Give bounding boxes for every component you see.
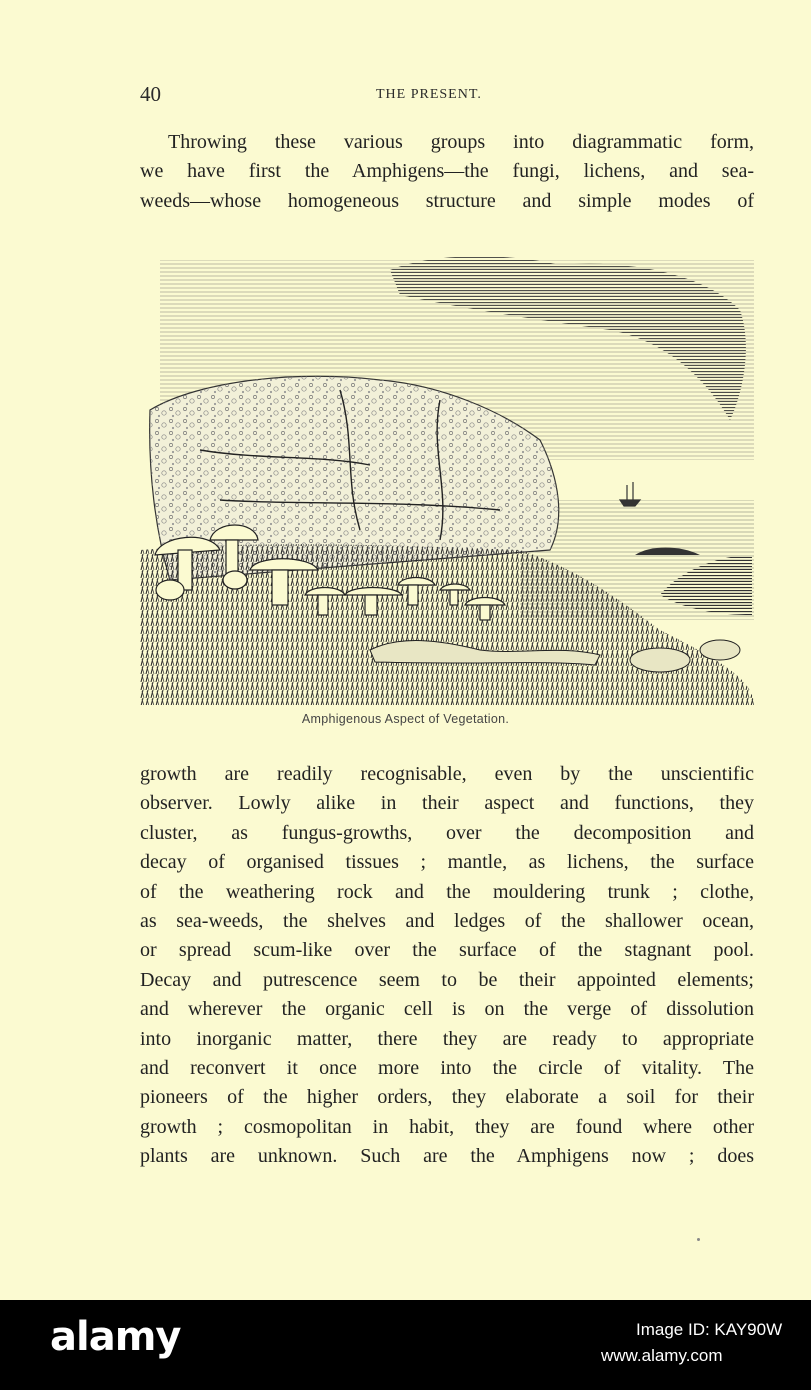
figure-caption: Amphigenous Aspect of Vegetation. [301, 712, 510, 726]
text-line: and reconvert it once more into the circle of vitality. The [140, 1057, 754, 1080]
paragraph-intro [140, 128, 754, 216]
text-line: growth are readily recognisable, even by the unscientific [140, 763, 754, 785]
watermark-bar [0, 1300, 811, 1390]
text-line: pioneers of the higher orders, they elaborate a soil for their [140, 1086, 754, 1109]
text-line: we have first the Amphigens—the fungi, lichens, and sea- [140, 160, 754, 183]
paragraph-body [140, 760, 754, 1172]
ink-speck [697, 1238, 700, 1241]
text-line: as sea-weeds, the shelves and ledges of the shallower ocean, [140, 910, 754, 933]
text-line: and wherever the organic cell is on the verge of dissolution [140, 998, 754, 1021]
text-line: observer. Lowly alike in their aspect and functions, they [140, 792, 754, 815]
engraving-illustration [140, 250, 754, 705]
text-line: growth ; cosmopolitan in habit, they are found where other [140, 1115, 754, 1138]
text-line: decay of organised tissues ; mantle, as lichens, the surface [140, 851, 754, 874]
text-line: Throwing these various groups into diagrammatic form, [168, 131, 754, 153]
site-url-text: www.alamy.com [601, 1346, 723, 1365]
text-line: plants are unknown. Such are the Amphigens now ; does [140, 1145, 754, 1168]
page-number: 40 [140, 82, 161, 106]
text-line: cluster, as fungus-growths, over the decomposition and [140, 821, 754, 844]
text-line: into inorganic matter, there they are ready to appropriate [140, 1027, 754, 1050]
ship-shape [620, 482, 640, 506]
text-line: or spread scum-like over the surface of the stagnant pool. [140, 939, 754, 962]
text-line: Decay and putrescence seem to be their appointed elements; [140, 968, 754, 991]
text-line: weeds—whose homogeneous structure and simple modes of [140, 189, 754, 212]
page-header [0, 82, 811, 112]
running-head: THE PRESENT. [376, 87, 482, 102]
image-id-text: Image ID: KAY90W [636, 1320, 783, 1339]
alamy-logo: alamy [50, 1314, 181, 1360]
engraving-figure [140, 250, 754, 705]
text-line: of the weathering rock and the mouldering trunk ; clothe, [140, 880, 754, 903]
